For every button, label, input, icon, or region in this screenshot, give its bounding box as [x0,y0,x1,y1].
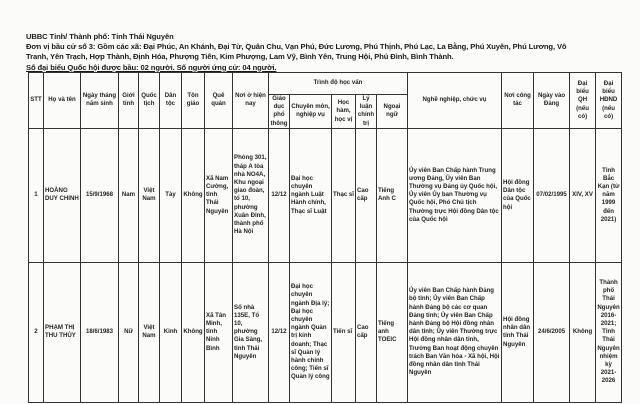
cell-degree: Thạc sĩ [332,128,356,262]
cell-gender: Nam [119,128,139,262]
cell-name: PHẠM THỊ THU THỦY [44,262,81,402]
col-stt: STT [29,73,44,129]
cell-language: Tiếng Anh C [377,128,408,262]
col-na-delegate: Đại biểu QH (nếu có) [570,73,596,129]
seat-count: Số đại biểu Quốc hội được bầu: 02 người. Số người ứng cử: 04 người. [26,62,277,72]
election-committee: UBBC Tỉnh/ Thành phố: Tỉnh Thái Nguyên [26,32,174,41]
table-row [29,262,622,402]
cell-specialty: Đại học chuyên ngành Địa lý; Đại học chuyên ngành Quản trị kinh doanh; Thạc sĩ Quản lý hành chính công; Tiến sĩ Quản lý công [290,262,332,402]
col-political: Lý luận chính trị [356,95,377,129]
col-dob: Ngày tháng năm sinh [81,73,119,129]
cell-stt: 1 [29,128,44,262]
col-gender: Giới tính [119,73,139,129]
col-specialty: Chuyên môn, nghiệp vụ [290,95,332,129]
cell-ethnicity: Kinh [160,262,182,402]
cell-hometown: Xã Tân Minh, tỉnh Ninh Bình [205,262,233,402]
col-party-date: Ngày vào Đảng [534,73,570,129]
cell-council-delegate: Tỉnh Bắc Kạn (từ năm 1999 đến 2021) [596,128,622,262]
col-nationality: Quốc tịch [139,73,160,129]
cell-occupation: Ủy viên Ban Chấp hành Đảng bộ tỉnh; Ủy viên Ban Chấp hành Đảng bộ các cơ quan Đảng tỉnh; Ủy viên Ban Chấp hành Đảng bộ Hội đồng nhân dân tỉnh; Ủy viên Thường trực Hội đồng nhân dân tỉnh, Trưởng Ban hoạt động chuyên trách Ban Văn hóa - Xã hội, Hội đồng nhân dân tỉnh Thái Nguyên [408,262,502,402]
table-header-row [29,73,622,95]
col-workplace: Nơi công tác [502,73,534,129]
constituency-line: Đơn vị bầu cử số 3: Gồm các xã: Đại Phúc, An Khánh, Đại Từ, Quân Chu, Vạn Phú, Đức Lương, Phú Thịnh, Phú Lạc, La Bằng, Phú Xuyên, Phú Lương, Vô [26,42,567,52]
cell-na-delegate: Không [570,262,596,402]
cell-occupation: Ủy viên Ban Chấp hành Trung ương Đảng, Ủy viên Ban Thường vụ Đảng ủy Quốc hội, Ủy viên Ủy ban Thường vụ Quốc hội, Phó Chủ tịch Thường trực Hội đồng Dân tộc của Quốc hội [408,128,502,262]
cell-workplace: Hội đồng nhân dân tỉnh Thái Nguyên [502,262,534,402]
col-degree: Học hàm, học vị [332,95,356,129]
col-council-delegate: Đại biểu HĐND (nếu có) [596,73,622,129]
cell-stt: 2 [29,262,44,402]
col-occupation: Nghề nghiệp, chức vụ [408,73,502,129]
cell-residence: Số nhà 135E, Tổ 10, phường Gia Sàng, tỉnh Thái Nguyên [233,262,269,402]
cell-ethnicity: Tày [160,128,182,262]
col-language: Ngoại ngữ [377,95,408,129]
cell-degree: Tiến sĩ [332,262,356,402]
cell-party-date: 07/02/1995 [534,128,570,262]
cell-party-date: 24/6/2005 [534,262,570,402]
col-name: Họ và tên [44,73,81,129]
cell-language: Tiếng anh TOEIC [377,262,408,402]
cell-political: Cao cấp [356,128,377,262]
cell-nationality: Việt Nam [139,262,160,402]
candidate-table [28,72,622,403]
cell-na-delegate: XIV, XV [570,128,596,262]
cell-name: HOÀNG DUY CHINH [44,128,81,262]
table-row [29,128,622,262]
cell-council-delegate: Thành phố Thái Nguyên 2016-2021; Tỉnh Thái Nguyên nhiệm kỳ 2021-2026 [596,262,622,402]
cell-residence: Phòng 301, tháp A tòa nhà NO4A, Khu ngoại giao đoàn, tổ 10, phường Xuân Đỉnh, thành phố Hà Nội [233,128,269,262]
constituency-line-cont: Tranh, Yên Trạch, Hợp Thành, Định Hóa, Phượng Tiến, Kim Phượng, Lam Vỹ, Bình Yên, Trung Hội, Phú Đình, Bình Thành. [26,52,454,62]
cell-gender: Nữ [119,262,139,402]
cell-religion: Không [182,128,205,262]
col-religion: Tôn giáo [182,73,205,129]
col-education-group: Trình độ học vấn [269,73,408,95]
col-hometown: Quê quán [205,73,233,129]
cell-dob: 18/6/1983 [81,262,119,402]
cell-workplace: Hội đồng Dân tộc của Quốc hội [502,128,534,262]
document-header [26,32,636,73]
cell-political: Cao cấp [356,262,377,402]
cell-general-edu: 12/12 [269,128,290,262]
cell-general-edu: 12/12 [269,262,290,402]
col-general-edu: Giáo dục phổ thông [269,95,290,129]
col-ethnicity: Dân tộc [160,73,182,129]
cell-dob: 15/9/1968 [81,128,119,262]
cell-nationality: Việt Nam [139,128,160,262]
cell-hometown: Xã Nam Cường, tỉnh Thái Nguyên [205,128,233,262]
cell-specialty: Đại học chuyên ngành Luật Hành chính, Thạc sĩ Luật [290,128,332,262]
cell-religion: Không [182,262,205,402]
col-residence: Nơi ở hiện nay [233,73,269,129]
